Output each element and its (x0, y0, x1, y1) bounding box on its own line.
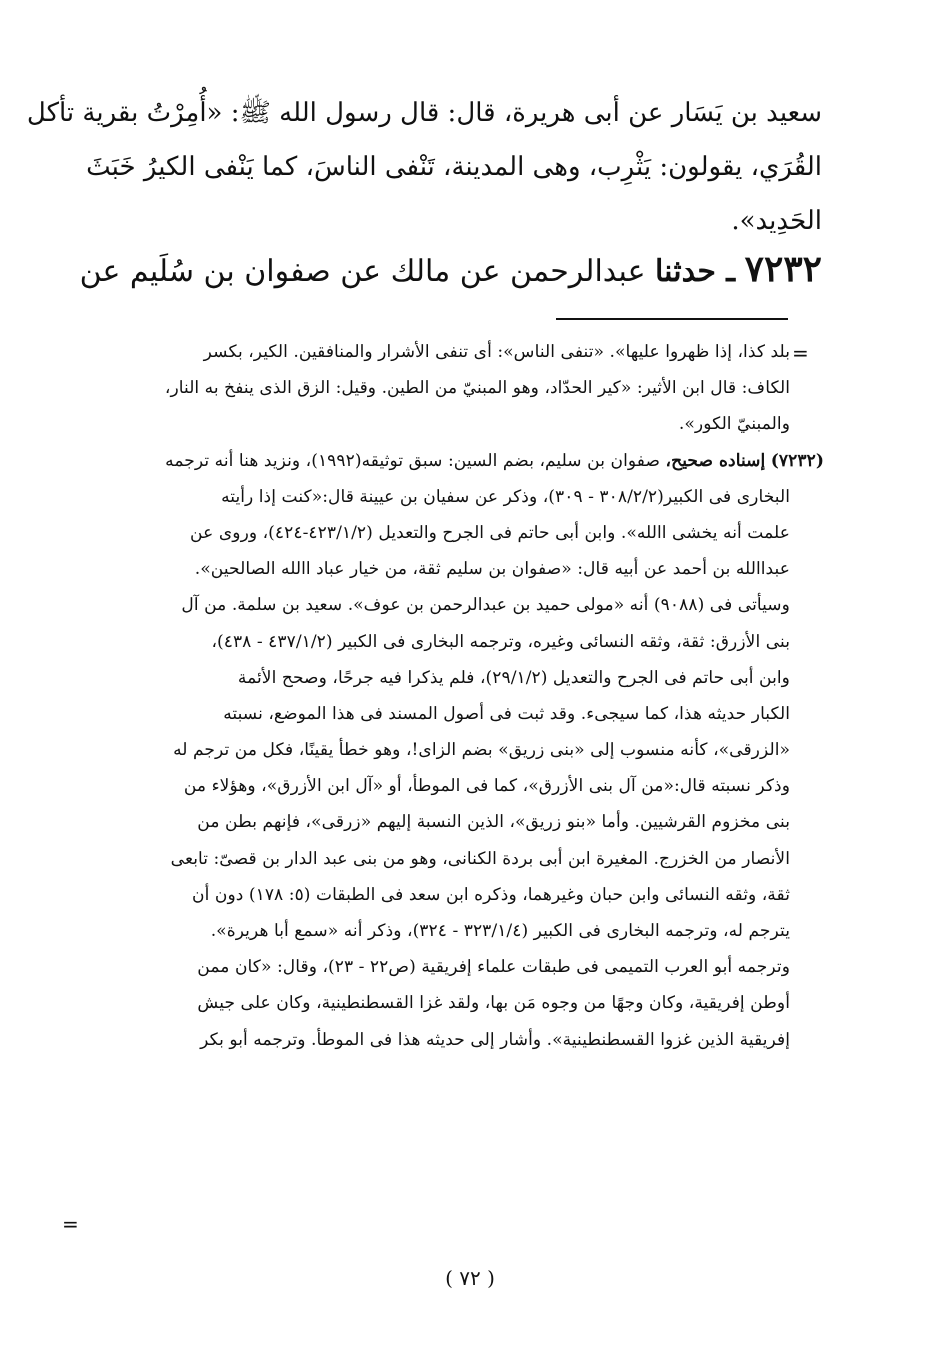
footnote-line: عبداالله بن أحمد عن أبيه قال: «صفوان بن سليم ثقة، من خيار عباد االله الصالحين». (194, 559, 790, 580)
footnote-line: الأنصار من الخزرج. المغيرة ابن أبى بردة الكنانى، وهو من بنى عبد الدار بن قصىّ: تابعى (170, 848, 790, 869)
footnote-line: علمت أنه يخشى االله». وابن أبى حاتم فى الجرح والتعديل (٤٢٣/١/٢-٤٢٤)، وروى عن (190, 522, 790, 543)
footnotes (144, 334, 824, 1058)
main-text-line-3: الحَدِيد». (731, 206, 822, 236)
footnote-line: أوطن إفريقية، وكان وجهًا من وجوه مَن بها، ولقد غزا القسطنطينية، وكان على جيش (197, 993, 790, 1014)
footnote-line: يترجم له، وترجمه البخارى فى الكبير (٣٢٣/١/٤ - ٣٢٤)، وذكر أنه «سمع أبا هريرة». (210, 921, 790, 941)
footnote-line: بنى الأزرق: ثقة، وثقه النسائى وغيره، وترجمه البخارى فى الكبير (٤٣٧/١/٢ - ٤٣٨)، (211, 631, 790, 652)
footnote-line: والمبنيّ الكور». (678, 414, 790, 435)
footnote-line: الكبار حديثه هذا، كما سيجىء. وقد ثبت فى أصول المسند فى هذا الموضع، نسبته (223, 703, 790, 724)
note-number: (٧٢٣٢) (770, 450, 824, 471)
footnote-line: وابن أبى حاتم فى الجرح والتعديل (٢٩/١/٢)، فلم يذكرا فيه جرحًا، وصحح الأئمة (237, 667, 790, 688)
footnote-line: البخارى فى الكبير(٣٠٨/٢/٢ - ٣٠٩)، وذكر عن سفيان بن عيينة قال:«كنت إذا رأيته (221, 486, 790, 507)
footnote-first-line (144, 443, 824, 479)
page-number: ( ٧٢ ) (445, 1266, 495, 1290)
hadith-heading (79, 244, 822, 297)
main-text-line-1: سعيد بن يَسَار عن أبى هريرة، قال: قال رسول الله ﷺ: «أُمِرْتُ بقرية تأكل (26, 98, 822, 128)
main-text (26, 86, 822, 248)
footnote-line: بلد كذا، إذا ظهروا عليها». «تنفى الناس»: أى تنفى الأشرار والمنافقين. الكير، بكسر (203, 342, 790, 362)
note-text: صفوان بن سليم، بضم السين: سبق توثيقه(١٩٩٢)، ونزيد هنا أنه ترجمه (165, 450, 661, 471)
footnote-line: وترجمه أبو العرب التميمى فى طبقات علماء إفريقية (ص٢٢ - ٢٣)، وقال: «كان ممن (197, 957, 790, 978)
footnote-line: الكاف: قال ابن الأثير: «كير الحدّاد، وهو المبنيّ من الطين. وقيل: الزق الذى ينفخ به النار، (164, 378, 790, 399)
hadith-lead: ـ حدثنا (655, 254, 736, 289)
hadith-text: عبدالرحمن عن مالك عن صفوان بن سُلَيم عن (79, 254, 646, 289)
footnote-line: وذكر نسبته قال:«من آل بنى الأزرق»، كما فى الموطأ، أو «آل ابن الأزرق»، وهؤلاء من (183, 776, 790, 797)
main-text-line-2: القُرَي، يقولون: يَثْرِب، وهى المدينة، تَنْفى الناسَ، كما يَنْفى الكيرُ خَبَثَ (86, 152, 822, 182)
footnote-line: «الزرقى»، كأنه منسوب إلى «بنى زريق» بضم الزاى!، وهو خطأ يقينًا، فكل من ترجم له (173, 740, 790, 761)
footnote-line: إفريقية الذين غزوا القسطنطينية». وأشار إلى حديثه هذا فى الموطأ. وترجمه أبو بكر (200, 1029, 790, 1050)
hadith-number: ٧٢٣٢ (744, 248, 822, 290)
continuation-mark-top: = (792, 341, 809, 365)
footnote-line: بنى مخزوم القرشيين. وأما «بنو زريق»، الذين النسبة إليهم «زرقى»، فإنهم بطن من (197, 812, 790, 833)
footnote-line: وسيأتى فى (٩٠٨٨) أنه «مولى حميد بن عبدالرحمن بن عوف». سعيد بن سلمة. من آل (181, 595, 790, 616)
continuation-mark-bottom: = (62, 1212, 79, 1236)
footnote-separator (556, 318, 788, 320)
note-head: إسناده صحيح، (665, 450, 766, 471)
footnote-line: ثقة، وثقه النسائى وابن حبان وغيرهما، وذكره ابن سعد فى الطبقات (٥: ١٧٨) دون أن (191, 884, 790, 905)
